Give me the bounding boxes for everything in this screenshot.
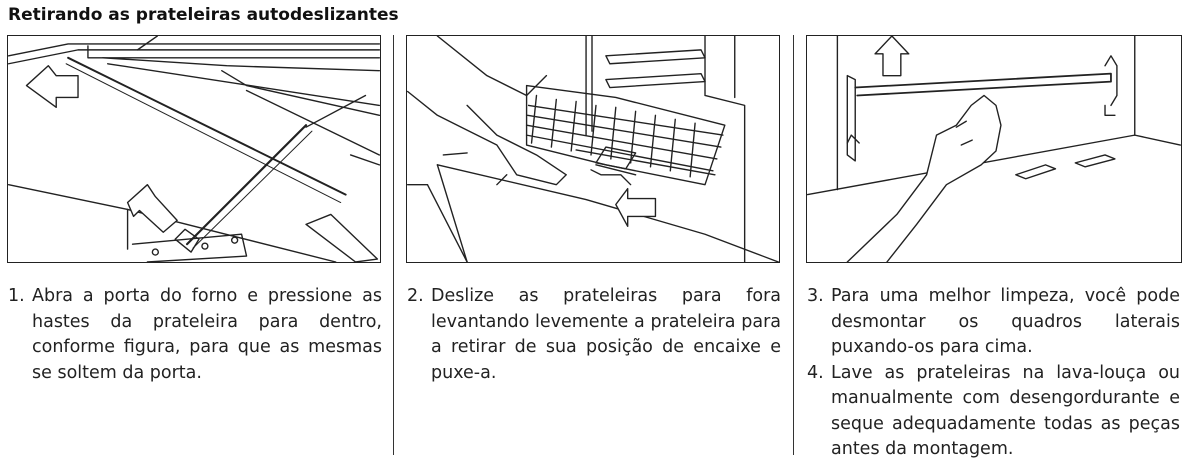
illustration-oven-door-rods (7, 35, 381, 263)
step-number: 1. (8, 286, 25, 306)
illustration-side-frame-removal (806, 35, 1182, 263)
step-item (8, 284, 382, 386)
side-frame-removal-illustration (807, 36, 1181, 262)
step-list-column-1 (8, 284, 382, 386)
step-text: Abra a porta do forno e pressione as hastes da prateleira para dentro, conforme figura, para que as mesmas se soltem da porta. (32, 286, 382, 383)
step-list-column-2 (407, 284, 781, 386)
step-list-column-3 (807, 284, 1180, 463)
sliding-shelf-illustration (407, 36, 779, 262)
step-text: Lave as prateleiras na lava-louça ou manualmente com desengordurante e seque adequadamente todas as peças antes da montagem. (831, 362, 1180, 459)
page-title: Retirando as prateleiras autodeslizantes (8, 5, 399, 25)
step-number: 4. (807, 362, 824, 383)
column-separator (393, 35, 394, 455)
step-item (807, 284, 1180, 361)
illustration-sliding-shelf (406, 35, 780, 263)
step-number: 2. (407, 286, 424, 306)
oven-door-rods-illustration (8, 36, 380, 262)
step-text: Para uma melhor limpeza, você pode desmontar os quadros laterais puxando-os para cima. (831, 286, 1180, 357)
step-number: 3. (807, 286, 824, 306)
column-separator (793, 35, 794, 455)
step-item (807, 361, 1180, 463)
step-text: Deslize as prateleiras para fora levantando levemente a prateleira para a retirar de sua posição de encaixe e puxe-a. (431, 286, 781, 383)
step-item (407, 284, 781, 386)
